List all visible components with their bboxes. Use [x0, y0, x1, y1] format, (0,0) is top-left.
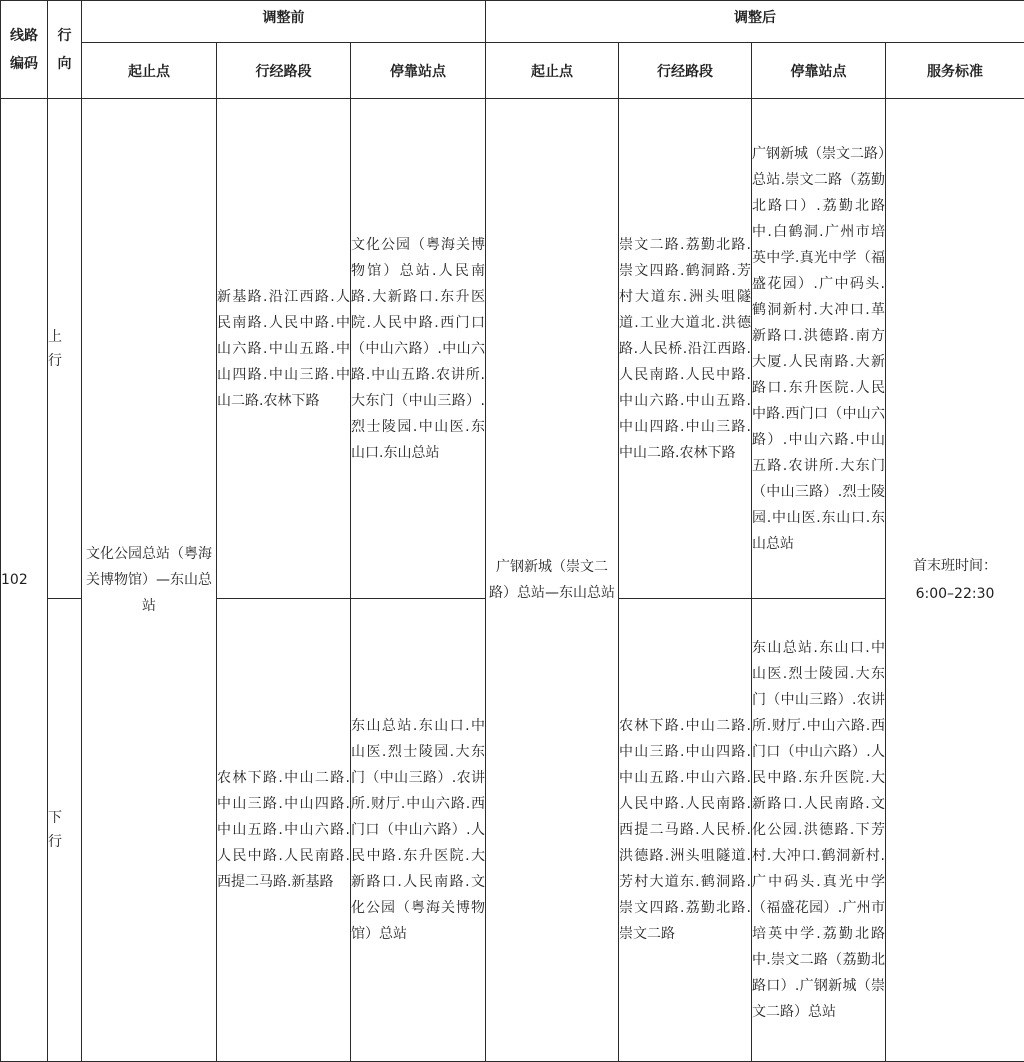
after-stops-header: 停靠站点	[752, 43, 886, 99]
service-time-label: 首末班时间：	[886, 552, 1024, 580]
before-up-stops-cell: 文化公园（粤海关博物馆）总站.人民南路.大新路口.东升医院.人民中路.西门口（中山六路）.中山六路.中山五路.农讲所.大东门（中山三路）.烈士陵园.中山医.东山口.东山总站	[351, 99, 486, 599]
service-standard-header: 服务标准	[886, 43, 1024, 99]
after-down-route-cell: 农林下路.中山二路.中山三路.中山四路.中山五路.中山六路.人民中路.人民南路.西提二马路.人民桥.洪德路.洲头咀隧道.芳村大道东.鹤洞路.崇文四路.荔勤北路.崇文二路	[619, 599, 752, 1062]
service-time-hours: 6:00–22:30	[886, 580, 1024, 608]
header-row-group	[1, 1, 1024, 43]
after-up-route-cell: 崇文二路.荔勤北路.崇文四路.鹤洞路.芳村大道东.洲头咀隧道.工业大道北.洪德路.人民桥.沿江西路.人民南路.人民中路.中山六路.中山五路.中山四路.中山三路.中山二路.农林下路	[619, 99, 752, 599]
line-code-cell: 102	[1, 99, 48, 1062]
header-row-columns	[1, 43, 1024, 99]
before-endpoints-cell: 文化公园总站（粤海关博物馆）—东山总站	[82, 99, 217, 1062]
before-down-route-cell: 农林下路.中山二路.中山三路.中山四路.中山五路.中山六路.人民中路.人民南路.西提二马路.新基路	[217, 599, 351, 1062]
service-standard-cell	[886, 99, 1024, 1062]
before-endpoints-header: 起止点	[82, 43, 217, 99]
line-code-header: 线路 编码	[1, 1, 48, 99]
direction-up-cell: 上 行	[48, 99, 82, 599]
table-row-up	[1, 99, 1024, 599]
after-route-header: 行经路段	[619, 43, 752, 99]
direction-down-cell: 下 行	[48, 599, 82, 1062]
before-stops-header: 停靠站点	[351, 43, 486, 99]
after-endpoints-header: 起止点	[486, 43, 619, 99]
direction-header: 行 向	[48, 1, 82, 99]
after-endpoints-cell: 广钢新城（崇文二路）总站—东山总站	[486, 99, 619, 1062]
before-up-route-cell: 新基路.沿江西路.人民南路.人民中路.中山六路.中山五路.中山四路.中山三路.中山二路.农林下路	[217, 99, 351, 599]
after-down-stops-cell: 东山总站.东山口.中山医.烈士陵园.大东门（中山三路）.农讲所.财厅.中山六路.西门口（中山六路）.人民中路.东升医院.大新路口.人民南路.文化公园.洪德路.下芳村.大冲口.鹤洞新村.广中码头.真光中学（福盛花园）.广州市培英中学.荔勤北路中.崇文二路（荔勤北路口）.广钢新城（崇文二路）总站	[752, 599, 886, 1062]
before-group-header: 调整前	[82, 1, 486, 43]
before-down-stops-cell: 东山总站.东山口.中山医.烈士陵园.大东门（中山三路）.农讲所.财厅.中山六路.西门口（中山六路）.人民中路.东升医院.大新路口.人民南路.文化公园（粤海关博物馆）总站	[351, 599, 486, 1062]
after-group-header: 调整后	[486, 1, 1024, 43]
before-route-header: 行经路段	[217, 43, 351, 99]
after-up-stops-cell: 广钢新城（崇文二路）总站.崇文二路（荔勤北路口）.荔勤北路中.白鹤洞.广州市培英中学.真光中学（福盛花园）.广中码头.鹤洞新村.大冲口.革新路口.洪德路.南方大厦.人民南路.大新路口.东升医院.人民中路.西门口（中山六路）.中山六路.中山五路.农讲所.大东门（中山三路）.烈士陵园.中山医.东山口.东山总站	[752, 99, 886, 599]
